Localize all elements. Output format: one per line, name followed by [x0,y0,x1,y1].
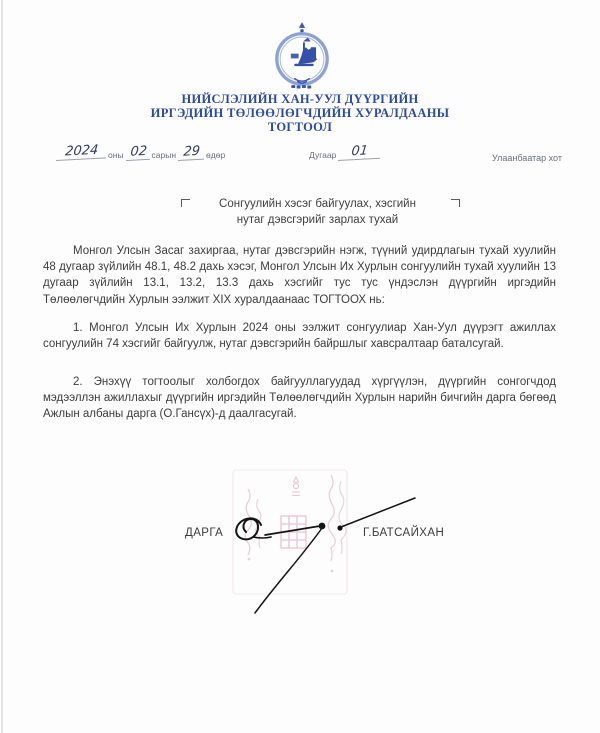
title-line-1: НИЙСЛЭЛИЙН ХАН-УУЛ ДҮҮРГИЙН [181,92,419,106]
number-group [308,143,380,161]
subject-line-2: нутаг дэвсгэрийг зарлах тухай [236,214,399,226]
handwritten-month: 02 [126,145,151,161]
mongolian-state-emblem-icon [271,21,333,91]
handwritten-signature-icon [165,455,465,630]
title-line-3: ТОГТООЛ [267,120,333,134]
subject-corner-right-mark [451,199,460,207]
subject-line-1: Сонгуулийн хэсэг байгуулах, хэсгийн [219,198,416,210]
month-suffix-label: сарын [151,150,177,160]
day-suffix-label: өдөр [206,150,226,160]
subject-corner-left-mark [181,199,190,207]
title-line-2: ИРГЭДИЙН ТӨЛӨӨЛӨГЧДИЙН ХУРАЛДААНЫ [150,106,450,120]
number-label: Дугаар [309,150,337,160]
year-suffix-label: оны [108,150,124,160]
city-label: Улаанбаатар хот [492,153,562,163]
date-group [56,142,226,161]
resolution-item-1: 1. Монгол Улсын Их Хурлын 2024 оны ээлжит сонгуулиар Хан-Уул дүүрэгт ажиллах сонгуулийн 74 хэсгийг байгуулж, нутаг дэвсгэрийн байршлыг хавсралтаар баталсугай. [43,322,556,351]
resolution-item-2: 2. Энэхүү тогтоолыг холбогдох байгууллагуудад хүргүүлэн, дүүргийн сонгогчдод мэдээллэн ажиллахыг дүүргийн иргэдийн Төлөөлөгчдийн Хурлын нарийн бичгийн дарга бөгөөд Ажлын албаны дарга (О.Гансүх)-д даалгасугай. [43,376,556,421]
signer-name-label: Г.БАТСАЙХАН [363,527,445,539]
date-number-row [0,142,600,172]
signer-position-label: ДАРГА [185,527,224,539]
preamble-paragraph: Монгол Улсын Засаг захиргаа, нутаг дэвсгэрийн нэгж, түүний удирдлагын тухай хуулийн 48 дугаар зүйлийн 48.1, 48.2 дахь хэсэг, Монгол Улсын Их Хурлын сонгуулийн тухай хуулийн 13 дугаар зүйлийн 13.1, 13.2, 13.3 дахь хэсгийг тус тус үндэслэн дүүргийн иргэдийн Төлөөлөгчдийн Хурлын ээлжит XIX хуралдаанаас ТОГТООХ нь: [43,245,556,306]
handwritten-year: 2024 [56,143,107,161]
subject-block [175,196,460,228]
handwritten-day: 29 [178,145,205,161]
document-title [0,92,600,134]
handwritten-number: 01 [338,144,381,161]
